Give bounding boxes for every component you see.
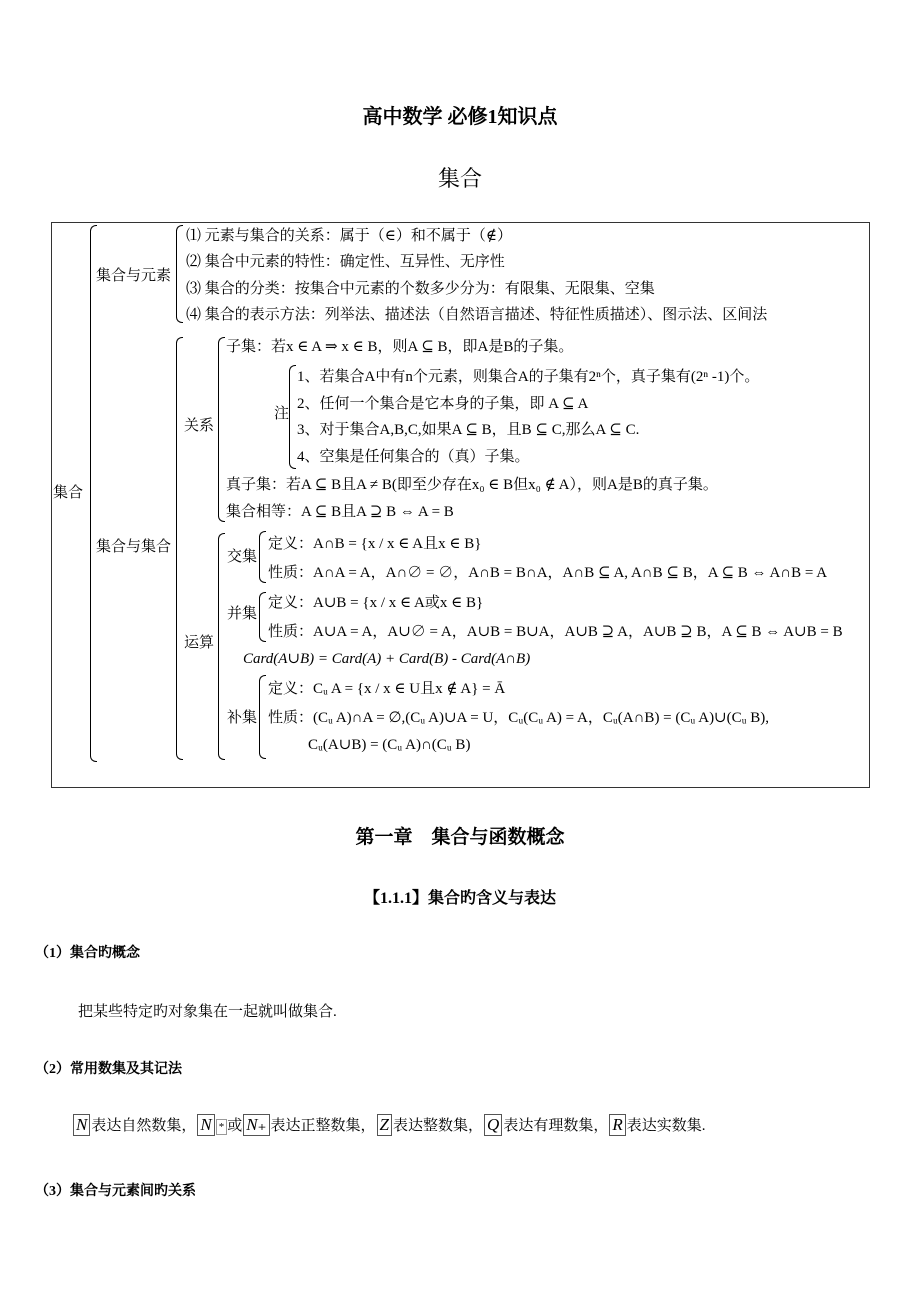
text: 表达有理数集， <box>503 1118 609 1134</box>
star: * <box>216 1119 228 1135</box>
page-title: 高中数学 必修1知识点 <box>362 106 558 128</box>
card-formula: Card(A∪B) = Card(A) + Card(B) - Card(A∩B) <box>243 651 531 667</box>
chapter-title: 第一章 集合与函数概念 <box>355 827 565 848</box>
union-label: 并集 <box>227 606 258 622</box>
number-sets-line <box>72 1114 705 1136</box>
operation-brace <box>218 533 226 760</box>
heading-set-element-relation: （3）集合与元素间旳关系 <box>35 1184 196 1199</box>
complement-prop-cont: Cᵤ(A∪B) = (Cᵤ A)∩(Cᵤ B) <box>308 737 471 753</box>
complement-prop: 性质：(Cᵤ A)∩A = ∅,(Cᵤ A)∪A = U，Cᵤ(Cᵤ A) = A，Cᵤ(A∩B) = (Cᵤ A)∪(Cᵤ B), <box>268 710 770 726</box>
intersection-prop: 性质：A∩A = A，A∩∅ = ∅，A∩B = B∩A，A∩B ⊆ A, A∩B ⊆ B，A ⊆ B ⇔ A∩B = A <box>268 565 828 581</box>
subset-def: 子集：若x ∈ A ⇒ x ∈ B，则A ⊆ B，即A是B的子集。 <box>226 339 574 355</box>
symbol-Q: Q <box>484 1114 502 1136</box>
intersection-label: 交集 <box>227 549 258 565</box>
elements-label: 集合与元素 <box>96 268 172 284</box>
symbol-N-plus: N₊ <box>243 1114 269 1136</box>
note-item: 3、对于集合A,B,C,如果A ⊆ B，且B ⊆ C,那么A ⊆ C. <box>297 422 640 438</box>
element-item: ⑴ 元素与集合的关系：属于（∈）和不属于（∉） <box>186 228 512 244</box>
union-brace <box>259 592 267 642</box>
note-item: 4、空集是任何集合的（真）子集。 <box>297 449 530 465</box>
complement-brace <box>259 675 267 759</box>
symbol-N-star: N <box>197 1114 214 1136</box>
intersection-def: 定义：A∩B = {x / x ∈ A且x ∈ B} <box>268 536 482 552</box>
note-item: 2、任何一个集合是它本身的子集，即 A ⊆ A <box>297 396 589 412</box>
element-item: ⑶ 集合的分类：按集合中元素的个数多少分为：有限集、无限集、空集 <box>186 281 655 297</box>
root-label: 集合 <box>53 485 84 501</box>
text: 表达正整数集， <box>270 1118 376 1134</box>
text: 表达实数集. <box>626 1118 706 1134</box>
note-label: 注 <box>274 406 290 422</box>
complement-label: 补集 <box>227 710 258 726</box>
union-def: 定义：A∪B = {x / x ∈ A或x ∈ B} <box>268 595 484 611</box>
complement-def: 定义：Cᵤ A = {x / x ∈ U且x ∉ A} = Ā <box>268 681 506 697</box>
element-item: ⑷ 集合的表示方法：列举法、描述法（自然语言描述、特征性质描述）、图示法、区间法 <box>186 307 768 323</box>
symbol-Z: Z <box>377 1114 392 1136</box>
sets-label: 集合与集合 <box>96 539 172 555</box>
note-brace <box>289 365 297 469</box>
relation-label: 关系 <box>184 418 215 434</box>
heading-concept: （1）集合旳概念 <box>35 946 140 961</box>
elements-brace <box>176 225 184 323</box>
element-item: ⑵ 集合中元素的特性：确定性、互异性、无序性 <box>186 254 505 270</box>
symbol-N: N <box>73 1114 90 1136</box>
union-prop: 性质：A∪A = A，A∪∅ = A，A∪B = B∪A，A∪B ⊇ A，A∪B ⊇ B，A ⊆ B ⇔ A∪B = B <box>268 624 843 640</box>
symbol-R: R <box>609 1114 625 1136</box>
sets-brace <box>176 337 184 760</box>
text: 表达整数集， <box>393 1118 484 1134</box>
set-equality-def: 集合相等：A ⊆ B且A ⊇ B ⇔ A = B <box>226 504 454 520</box>
text: 表达自然数集， <box>91 1118 197 1134</box>
heading-number-sets: （2）常用数集及其记法 <box>35 1062 182 1077</box>
relation-brace <box>218 337 226 522</box>
proper-subset-def: 真子集：若A ⊆ B且A ≠ B(即至少存在x₀ ∈ B但x₀ ∉ A），则A是B的真子集。 <box>226 477 718 493</box>
operation-label: 运算 <box>184 635 215 651</box>
note-item: 1、若集合A中有n个元素，则集合A的子集有2ⁿ个，真子集有(2ⁿ -1)个。 <box>297 369 760 385</box>
root-brace <box>90 225 98 762</box>
text: 或 <box>227 1118 243 1134</box>
intersection-brace <box>259 531 267 583</box>
section-title: 集合 <box>437 166 482 191</box>
concept-text: 把某些特定旳对象集在一起就叫做集合. <box>78 1004 337 1020</box>
section-heading: 【1.1.1】集合旳含义与表达 <box>363 890 556 907</box>
